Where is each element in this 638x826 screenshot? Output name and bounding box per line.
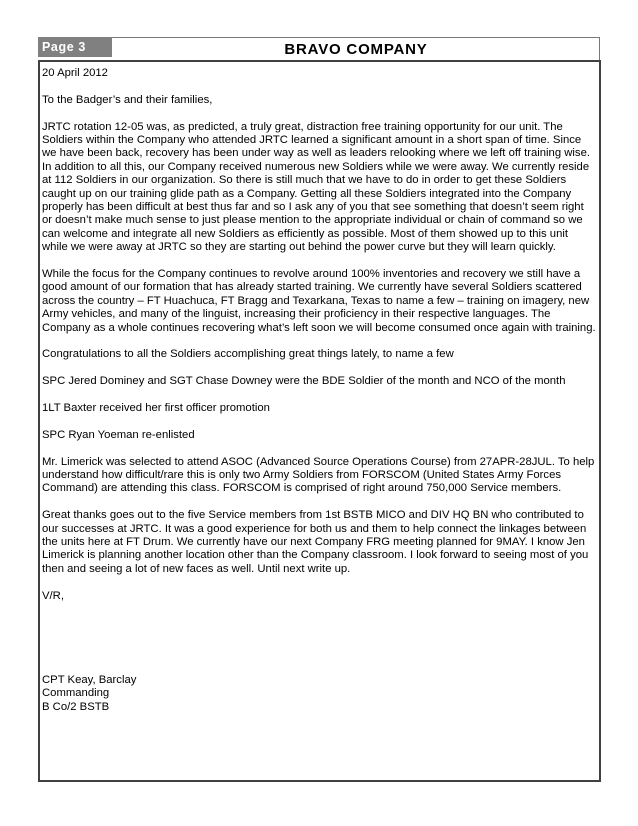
signature-unit: B Co/2 BSTB (42, 700, 110, 713)
page-number-label: Page 3 (38, 37, 112, 57)
paragraph-congratulations: Congratulations to all the Soldiers accomplishing great things lately, to name a few (42, 348, 454, 361)
paragraph-jrtc-rotation: JRTC rotation 12-05 was, as predicted, a truly great, distraction free training opportunity for our unit. The Soldiers within the Company who attended JRTC learned a significant amount in a short span of time. Since we have been back, recovery has been under way as well as leaders relooking where we left off training wise. In addition to all this, our Company received numerous new Soldiers while we were away. We currently reside at 112 Soldiers in our organization. So there is still much that we have to do in order to get these Soldiers caught up on our training glide path as a Company. Getting all these Soldiers integrated into the Company properly has been difficult at best thus far and so I ask any of you that see something that doesn’t seem right or doesn’t make much sense to just please mention to the appropriate individual or chain of command so we can welcome and integrate all new Soldiers as efficiently as possible. Most of them showed up to this unit while we were away at JRTC so they are starting out behind the power curve but they will learn quickly. (42, 120, 590, 254)
letter-date: 20 April 2012 (42, 67, 108, 79)
paragraph-thanks: Great thanks goes out to the five Service members from 1st BSTB MICO and DIV HQ BN who contributed to our successes at JRTC. It was a good experience for both us and them to help connect the linkages between the units here at FT Drum. We currently have our next Company FRG meeting planned for 9MAY. I know Jen Limerick is planning another location other than the Company classroom. I look forward to seeing most of you then and seeing a lot of new faces as well. Until next write up. (42, 509, 589, 575)
signature-block (42, 674, 136, 714)
paragraph-focus-inventories: While the focus for the Company continues to revolve around 100% inventories and recovery we still have a good amount of our formation that has already started training. We currently have several Soldiers scattered across the country – FT Huachuca, FT Bragg and Texarkana, Texas to name a few – training on imagery, new Army vehicles, and many of the linguist, increasing their proficiency in their respective languages. The Company as a whole continues recovering what’s left soon we will become consumed once again with training. (42, 268, 596, 334)
signature-name: CPT Keay, Barclay (42, 674, 137, 686)
letter-body (42, 67, 596, 616)
signature-role: Commanding (42, 687, 110, 700)
paragraph-promotion: 1LT Baxter received her first officer promotion (42, 402, 270, 415)
section-title: BRAVO COMPANY (284, 41, 428, 58)
letter-salutation: To the Badger’s and their families, (42, 93, 213, 106)
letter-closing: V/R, (42, 589, 64, 602)
paragraph-reenlisted: SPC Ryan Yoeman re-enlisted (42, 428, 195, 441)
paragraph-asoc: Mr. Limerick was selected to attend ASOC (Advanced Source Operations Course) from 27APR-28JUL. To help understand how difficult/rare this is only two Army Soldiers from FORSCOM (United States Army Forces Command) are attending this class. FORSCOM is comprised of right around 750,000 Service members. (42, 455, 595, 495)
paragraph-soldier-of-month: SPC Jered Dominey and SGT Chase Downey were the BDE Soldier of the month and NCO of the month (42, 375, 566, 388)
